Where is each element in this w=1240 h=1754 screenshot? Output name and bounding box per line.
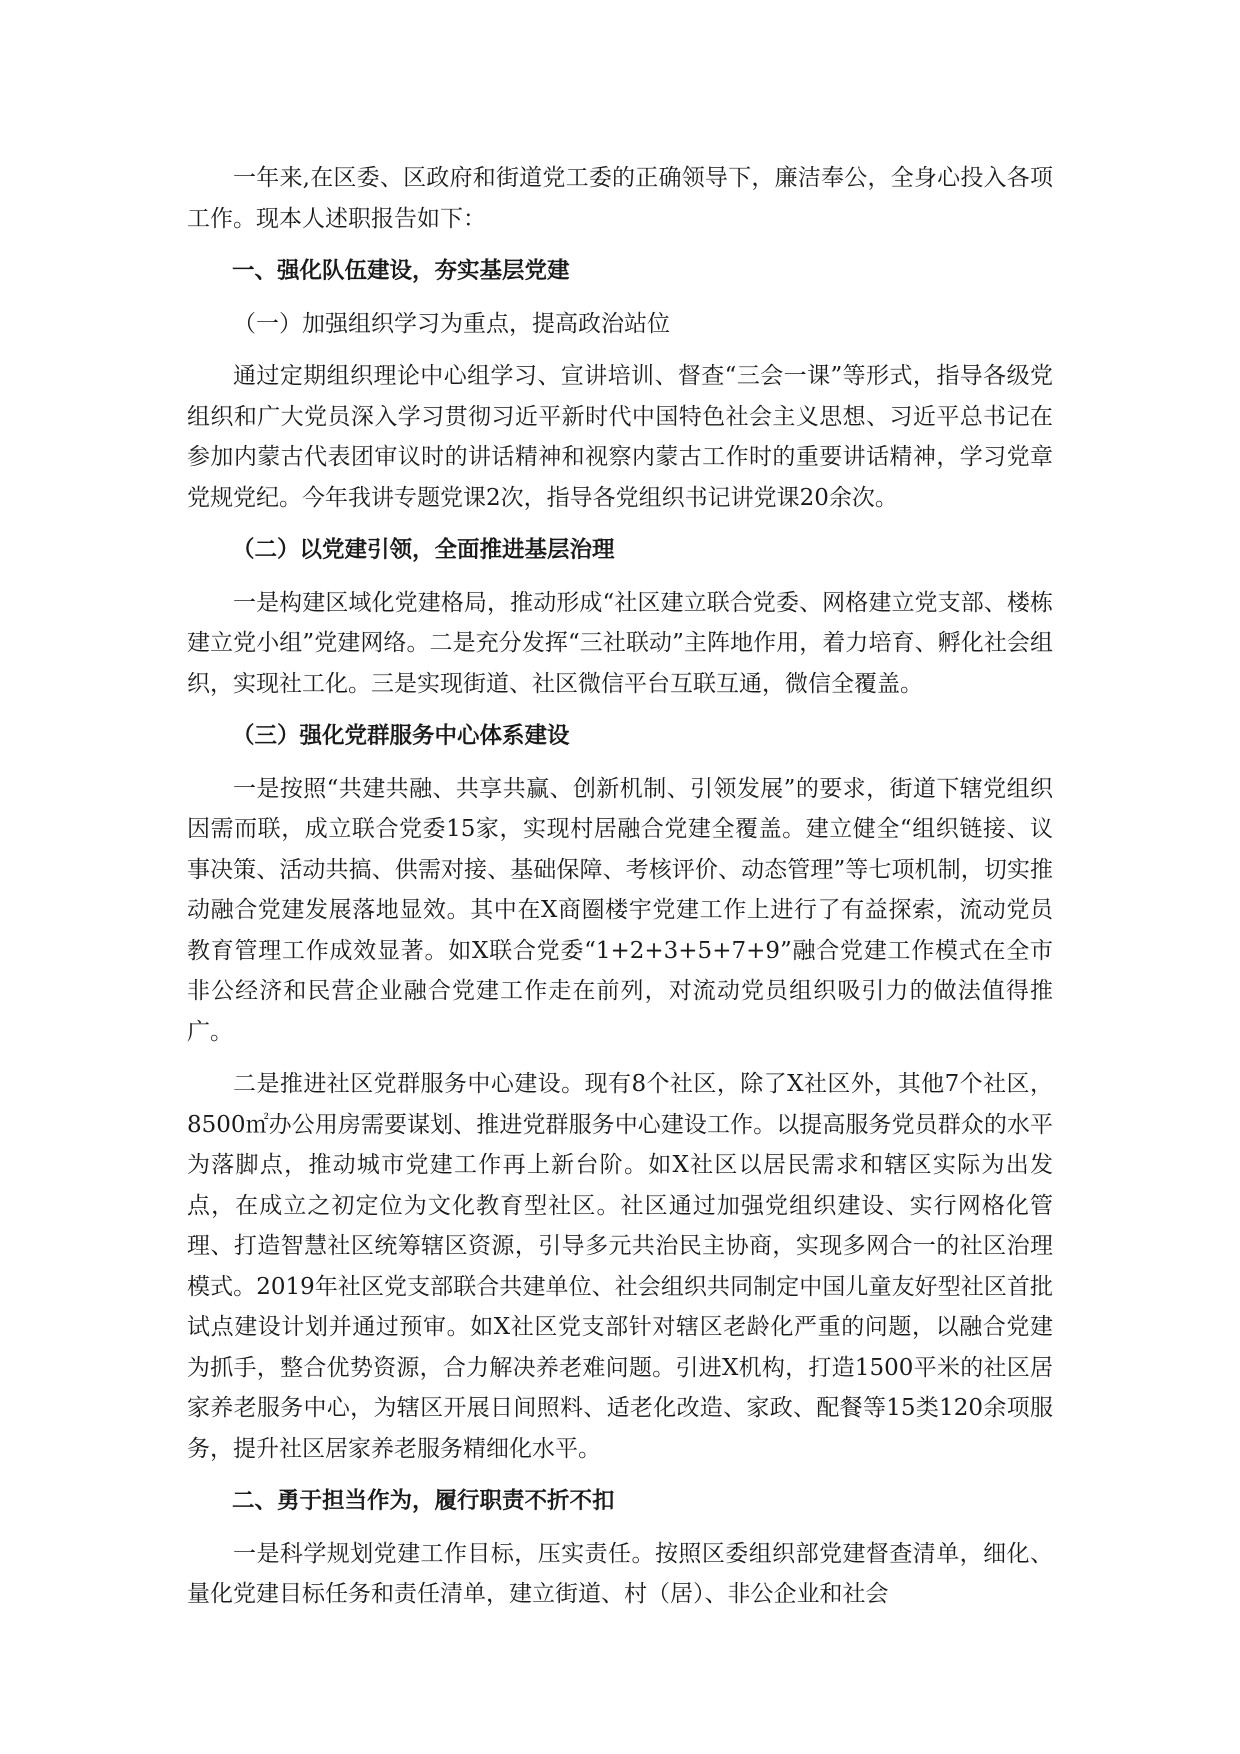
subsection-1-body: 通过定期组织理论中心组学习、宣讲培训、督查“三会一课”等形式，指导各级党组织和广大党员深入学习贯彻习近平新时代中国特色社会主义思想、习近平总书记在参加内蒙古代表团审议时的讲话精神和视察内蒙古工作时的重要讲话精神，学习党章党规党纪。今年我讲专题党课2次，指导各党组织书记讲党课20余次。 bbox=[187, 363, 1053, 511]
intro-paragraph: 一年来,在区委、区政府和街道党工委的正确领导下，廉洁奉公，全身心投入各项工作。现本人述职报告如下： bbox=[187, 165, 1053, 232]
subsection-2-body: 一是构建区域化党建格局，推动形成“社区建立联合党委、网格建立党支部、楼栋建立党小组”党建网络。二是充分发挥“三社联动”主阵地作用，着力培育、孵化社会组织，实现社工化。三是实现街道、社区微信平台互联互通，微信全覆盖。 bbox=[187, 589, 1053, 697]
document-page bbox=[187, 158, 1053, 1627]
subsection-2-heading: （二）以党建引领，全面推进基层治理 bbox=[232, 537, 615, 563]
subsection-3-body-1: 一是按照“共建共融、共享共赢、创新机制、引领发展”的要求，街道下辖党组织因需而联，成立联合党委15家，实现村居融合党建全覆盖。建立健全“组织链接、议事决策、活动共搞、供需对接、基础保障、考核评价、动态管理”等七项机制，切实推动融合党建发展落地显效。其中在X商圈楼宇党建工作上进行了有益探索，流动党员教育管理工作成效显著。如X联合党委“1+2+3+5+7+9”融合党建工作模式在全市非公经济和民营企业融合党建工作走在前列，对流动党员组织吸引力的做法值得推广。 bbox=[187, 775, 1053, 1045]
subsection-3-body-2: 二是推进社区党群服务中心建设。现有8个社区，除了X社区外，其他7个社区，8500㎡办公用房需要谋划、推进党群服务中心建设工作。以提高服务党员群众的水平为落脚点，推动城市党建工作再上新台阶。如X社区以居民需求和辖区实际为出发点，在成立之初定位为文化教育型社区。社区通过加强党组织建设、实行网格化管理、打造智慧社区统筹辖区资源，引导多元共治民主协商，实现多网合一的社区治理模式。2019年社区党支部联合共建单位、社会组织共同制定中国儿童友好型社区首批试点建设计划并通过预审。如X社区党支部针对辖区老龄化严重的问题，以融合党建为抓手，整合优势资源，合力解决养老难问题。引进X机构，打造1500平米的社区居家养老服务中心，为辖区开展日间照料、适老化改造、家政、配餐等15类120余项服务，提升社区居家养老服务精细化水平。 bbox=[187, 1071, 1053, 1462]
subsection-1-heading: （一）加强组织学习为重点，提高政治站位 bbox=[233, 310, 670, 337]
section-1-heading: 一、强化队伍建设，夯实基层党建 bbox=[232, 258, 570, 284]
section-2-body: 一是科学规划党建工作目标，压实责任。按照区委组织部党建督查清单，细化、量化党建目标任务和责任清单，建立街道、村（居）、非公企业和社会 bbox=[187, 1540, 1053, 1607]
subsection-3-heading: （三）强化党群服务中心体系建设 bbox=[232, 723, 570, 749]
section-2-heading: 二、勇于担当作为，履行职责不折不扣 bbox=[232, 1488, 615, 1514]
